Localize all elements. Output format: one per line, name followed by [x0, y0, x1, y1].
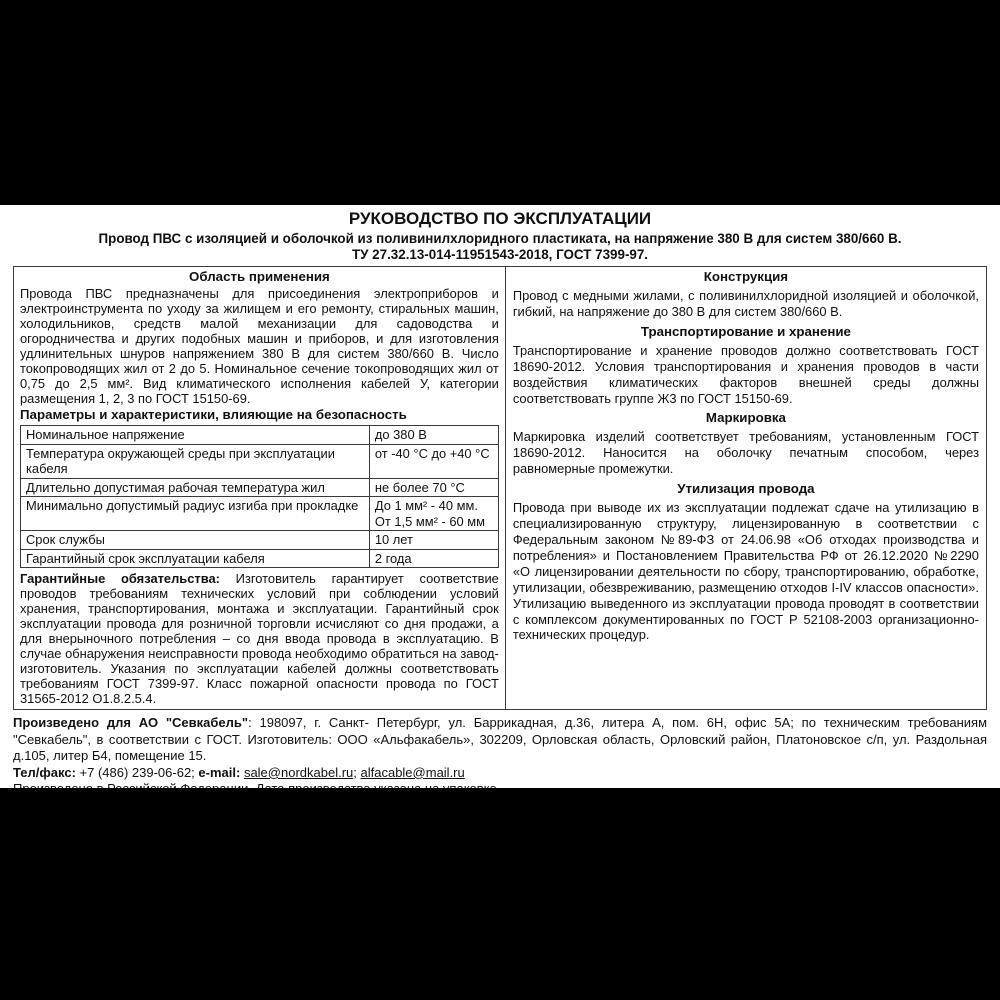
marking-heading: Маркировка	[705, 410, 786, 426]
warranty-lead: Гарантийные обязательства:	[20, 571, 220, 586]
marking-paragraph: Маркировка изделий соответствует требованиям, установленным ГОСТ 18690-2012. Наносится на оболочку печатным способом, через равномерные промежутки.	[512, 429, 979, 477]
param-name: Длительно допустимая рабочая температура жил	[21, 478, 370, 497]
param-name: Срок службы	[21, 531, 370, 550]
param-name: Температура окружающей среды при эксплуатации кабеля	[21, 444, 370, 478]
table-row	[21, 497, 499, 531]
disposal-heading: Утилизация провода	[677, 481, 815, 497]
bottom-black-band	[0, 788, 1000, 1000]
param-name: Номинальное напряжение	[21, 426, 370, 445]
left-column	[14, 267, 506, 709]
tel-label: Тел/факс:	[13, 764, 76, 780]
param-value: до 380 В	[369, 426, 498, 445]
param-value: 10 лет	[369, 531, 498, 550]
param-value: от -40 °С до +40 °С	[369, 444, 498, 478]
email-link-alfacable[interactable]: alfacable@mail.ru	[360, 764, 465, 780]
param-value-line: От 1,5 мм² - 60 мм	[374, 513, 485, 529]
construction-paragraph: Провод с медными жилами, с поливинилхлоридной изоляцией и оболочкой, гибкий, на напряжение до 380 В для систем 380/660 В.	[512, 288, 979, 319]
param-name: Гарантийный срок эксплуатации кабеля	[21, 549, 370, 568]
right-column	[506, 267, 986, 709]
table-row	[21, 426, 499, 445]
top-black-band	[0, 0, 1000, 205]
parameters-table	[20, 425, 499, 568]
two-column-section	[13, 266, 987, 710]
made-for-paragraph	[13, 715, 987, 765]
params-heading: Параметры и характеристики, влияющие на безопасность	[20, 407, 407, 422]
document-subtitle-standards: ТУ 27.32.13-014-11951543-2018, ГОСТ 7399-97.	[351, 246, 649, 262]
table-row	[21, 478, 499, 497]
warranty-text: Изготовитель гарантирует соответствие проводов требованиям технических условий при соблюдении условий хранения, транспортирования, монтажа и эксплуатации. Гарантийный срок эксплуатации провода для розничной торговли исчисляют со дня продажи, а для внерыночного потребления – со дня ввода провода в эксплуатацию. В случае обнаружения неисправности провода необходимо обратиться на завод-изготовитель. Указания по эксплуатации кабелей должны соответствовать требованиям ГОСТ 7399-97. Класс пожарной опасности провода по ГОСТ 31565-2012 О1.8.2.5.4.	[20, 571, 499, 706]
manufacturer-footer	[13, 715, 987, 798]
param-value	[369, 497, 498, 531]
warranty-paragraph	[20, 571, 499, 706]
email-link-nordkabel[interactable]: sale@nordkabel.ru	[243, 764, 354, 780]
scope-paragraph: Провода ПВС предназначены для присоединения электроприборов и электроинструмента по уходу за жилищем и его ремонту, стиральных машин, холодильников, средств малой механизации для садоводства и огородничества и других подобных машин и приборов, и для изготовления удлинительных шнуров напряжением 380 В для систем 380/660 В. Число токопроводящих жил от 2 до 5. Номинальное сечение токопроводящих жил от 0,75 до 2,5 мм². Вид климатического исполнения кабелей У, категории размещения 1, 2, 3 по ГОСТ 15150-69.	[20, 286, 499, 406]
construction-heading: Конструкция	[703, 269, 789, 284]
table-row	[21, 549, 499, 568]
made-for-text: : 198097, г. Санкт- Петербург, ул. Баррикадная, д.36, литера А, пом. 6Н, офис 5А; по техническим требованиям "Севкабель", в соответствии с ГОСТ. Изготовитель: ООО «Альфакабель», 302209, Орловская область, Орловский район, Платоновское с/п, ул. Раздольная д.105, литер Б4, помещение 15.	[13, 715, 988, 764]
table-row	[21, 444, 499, 478]
document-title: РУКОВОДСТВО ПО ЭКСПЛУАТАЦИИ	[348, 209, 652, 228]
transport-paragraph: Транспортирование и хранение проводов должно соответствовать ГОСТ 18690-2012. Условия транспортирования и хранения проводов в части воздействия климатических факторов внешней среды должны соответствовать группе Ж3 по ГОСТ 15150-69.	[512, 342, 979, 406]
contacts-line	[13, 765, 987, 782]
scope-heading: Область применения	[189, 269, 330, 284]
param-value: не более 70 °С	[369, 478, 498, 497]
manual-document	[0, 205, 1000, 788]
param-name: Минимально допустимый радиус изгиба при прокладке	[21, 497, 370, 531]
made-for-lead: Произведено для АО "Севкабель"	[13, 715, 249, 730]
email-separator: ;	[353, 764, 361, 780]
transport-heading: Транспортирование и хранение	[640, 323, 851, 339]
param-value: 2 года	[369, 549, 498, 568]
table-row	[21, 531, 499, 550]
document-subtitle-product: Провод ПВС с изоляцией и оболочкой из поливинилхлоридного пластиката, на напряжение 380 В для систем 380/660 В.	[98, 231, 902, 246]
disposal-paragraph: Провода при выводе их из эксплуатации подлежат сдаче на утилизацию в специализированную структуру, лицензированную в соответствии с Федеральным законом №89-ФЗ от 24.06.98 «Об отходах производства и потребления» и Постановлением Правительства РФ от 26.12.2020 №2290 «О лицензировании деятельности по сбору, транспортированию, обработке, утилизации, обезвреживанию, размещению отходов I-IV классов опасности». Утилизацию выведенного из эксплуатации провода проводят в соответствии с комплексом документированных по ГОСТ Р 52108-2003 организационно-технических процедур.	[512, 500, 979, 643]
param-value-line: До 1 мм² - 40 мм.	[374, 498, 478, 513]
email-label: e-mail:	[198, 764, 241, 780]
tel-value: +7 (486) 239-06-62;	[75, 764, 199, 780]
